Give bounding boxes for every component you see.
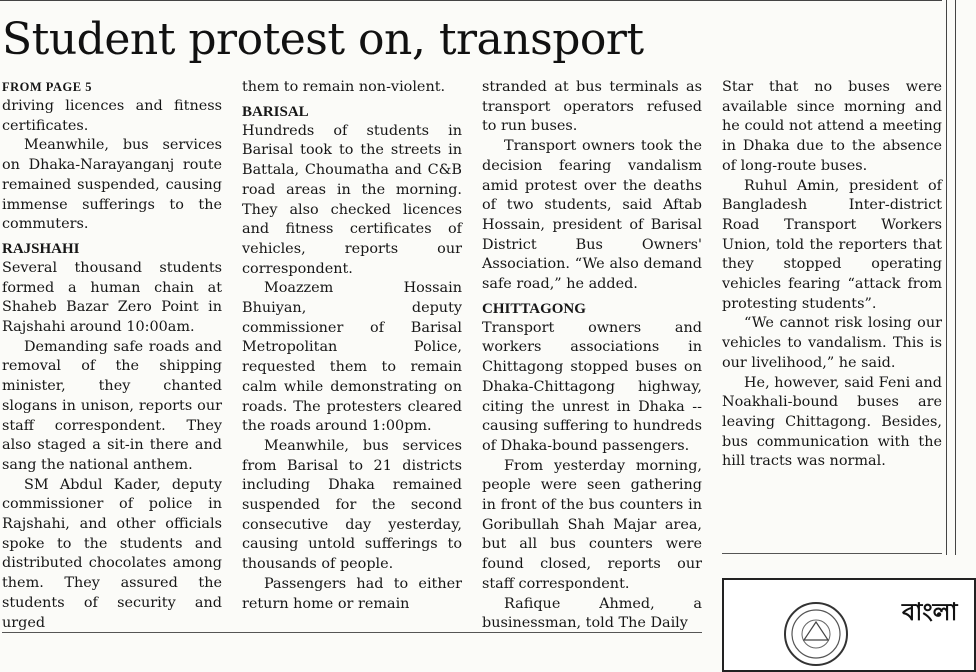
paragraph: Several thousand students formed a human chain at Shaheb Bazar Zero Point in Rajshahi around 10:00am. (2, 259, 222, 336)
paragraph: Moazzem Hossain Bhuiyan, deputy commissioner of Barisal Metropolitan Police, requested them to remain calm while demonstrating on roads. The protesters cleared the roads around 1:00pm. (242, 280, 462, 435)
article-column-1 (2, 78, 222, 631)
paragraph: From yesterday morning, people were seen gathering in front of the bus counters in Goribullah Shah Majar area, but all bus counters were found closed, reports our staff correspondent. (482, 457, 702, 592)
subheading-chittagong: CHITTAGONG (482, 300, 586, 317)
top-rule (0, 0, 942, 1)
paragraph: Rafique Ahmed, a businessman, told The Daily (482, 595, 702, 632)
continuation-kicker: FROM PAGE 5 (2, 80, 92, 94)
paragraph: driving licences and fitness certificates. (2, 98, 222, 134)
column-divider (946, 0, 947, 555)
paragraph: stranded at bus terminals as transport operators refused to run buses. (482, 79, 702, 135)
column-divider (955, 0, 956, 555)
advertisement-box (722, 578, 976, 672)
headline: Student protest on, transport (2, 14, 644, 65)
emblem-seal-icon (782, 600, 850, 672)
advertisement-text: বাংলা (902, 598, 958, 626)
article-column-4 (722, 78, 942, 618)
bottom-rule (2, 632, 702, 633)
paragraph: “We cannot risk losing our vehicles to vandalism. This is our livelihood,” he said. (722, 315, 942, 371)
subheading-barisal: BARISAL (242, 103, 309, 120)
subheading-rajshahi: RAJSHAHI (2, 240, 80, 257)
article-end-rule (722, 553, 942, 554)
paragraph: Transport owners and workers associations in Chittagong stopped buses on Dhaka-Chittagong highway, citing the unrest in Dhaka -- causing suffering to hundreds of Dhaka-bound passengers. (482, 319, 702, 454)
article-column-2 (242, 78, 462, 618)
paragraph: Star that no buses were available since morning and he could not attend a meeting in Dhaka due to the absence of long-route buses. (722, 79, 942, 174)
paragraph: Passengers had to either return home or remain (242, 575, 462, 612)
paragraph: SM Abdul Kader, deputy commissioner of police in Rajshahi, and other officials spoke to the students and distributed chocolates among them. They assured the students of security and urged (2, 476, 222, 631)
paragraph: Ruhul Amin, president of Bangladesh Inter-district Road Transport Workers Union, told the reporters that they stopped operating vehicles fearing “attack from protesting students”. (722, 177, 942, 312)
paragraph: Demanding safe roads and removal of the shipping minister, they chanted slogans in unison, reports our staff correspondent. They also staged a sit-in there and sang the national anthem. (2, 338, 222, 473)
paragraph: Transport owners took the decision fearing vandalism amid protest over the deaths of two students, said Aftab Hossain, president of Barisal District Bus Owners' Association. “We also demand safe road,” he added. (482, 138, 702, 293)
article-column-3 (482, 78, 702, 632)
paragraph: Hundreds of students in Barisal took to the streets in Battala, Choumatha and C&B road areas in the morning. They also checked licences and fitness certificates of vehicles, reports our correspondent. (242, 122, 462, 277)
paragraph: them to remain non-violent. (242, 79, 446, 95)
paragraph: He, however, said Feni and Noakhali-bound buses are leaving Chittagong. Besides, bus communication with the hill tracts was normal. (722, 374, 942, 470)
paragraph: Meanwhile, bus services from Barisal to 21 districts including Dhaka remained suspended for the second consecutive day yesterday, causing untold sufferings to thousands of people. (242, 437, 462, 573)
paragraph: Meanwhile, bus services on Dhaka-Narayanganj route remained suspended, causing immense sufferings to the commuters. (2, 137, 222, 233)
